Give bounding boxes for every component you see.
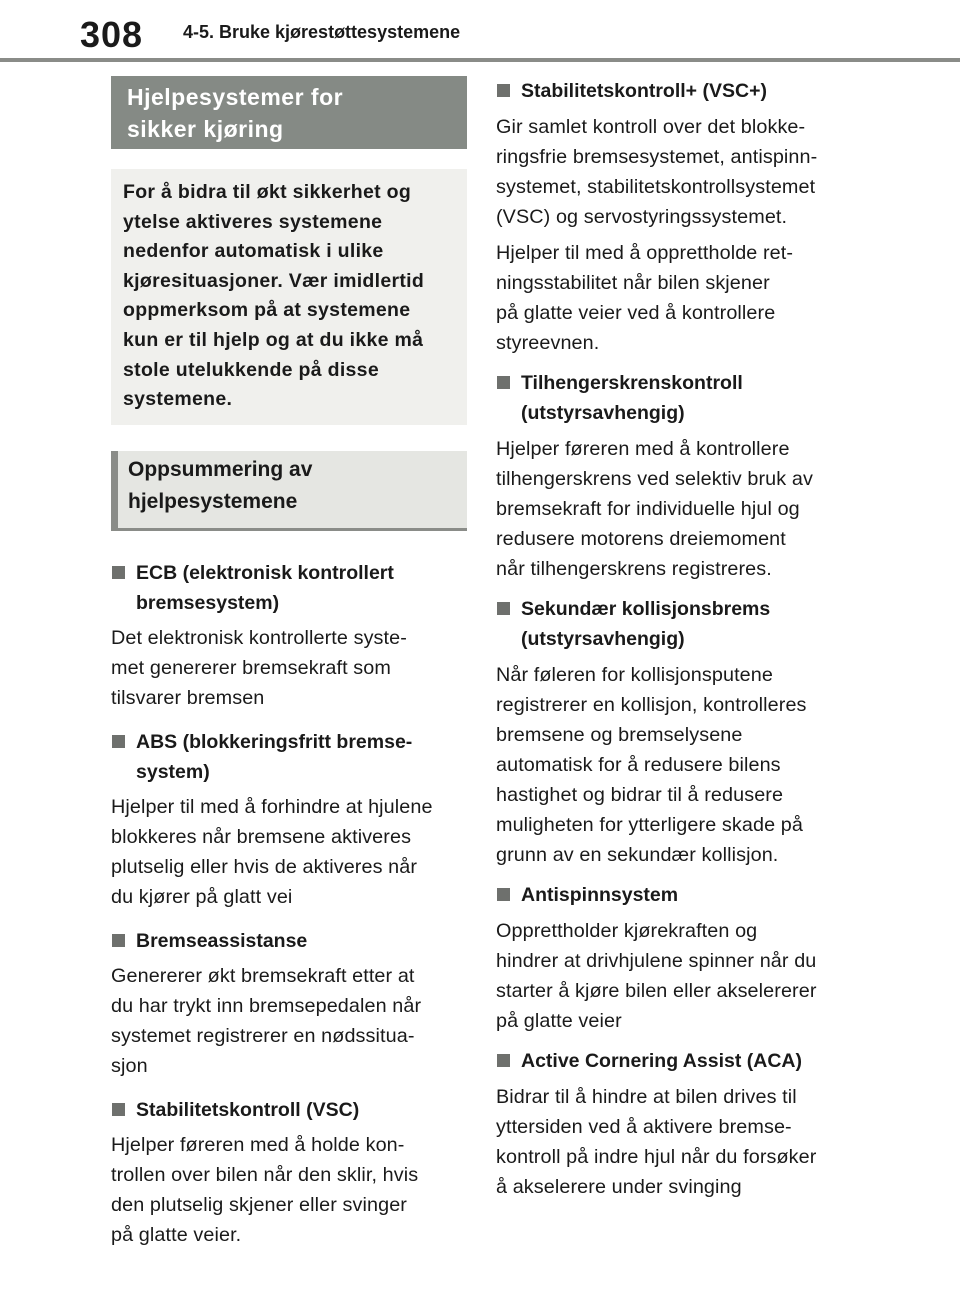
intro-line: kjøresituasjoner. Vær imidlertid [123, 269, 425, 292]
summary-subheading [111, 451, 467, 531]
body-line: redusere motorens dreiemoment [496, 528, 786, 550]
item-body [111, 961, 467, 1081]
body-line: grunn av en sekundær kollisjon. [496, 844, 779, 866]
item-secondary-collision-brake [496, 594, 846, 870]
body-line: du kjører på glatt vei [111, 885, 293, 908]
item-brake-assist [111, 926, 467, 1081]
body-line: bremsene og bremselysene [496, 724, 743, 746]
item-title-line: (utstyrsavhengig) [521, 628, 685, 650]
item-body [496, 434, 846, 584]
body-line: systemet, stabilitetskontrollsystemet [496, 176, 816, 198]
item-body-second [496, 238, 846, 358]
body-line: Hjelper føreren med å kontrollere [496, 438, 790, 460]
body-line: Genererer økt bremsekraft etter at [111, 964, 415, 987]
intro-line: For å bidra til økt sikkerhet og [123, 181, 412, 203]
item-title-line: Sekundær kollisjonsbrems [521, 598, 771, 620]
item-title [496, 76, 846, 106]
body-line: registrerer en kollisjon, kontrolleres [496, 694, 807, 716]
item-title [496, 1046, 846, 1076]
item-traction-control [496, 880, 846, 1036]
item-title-line: ECB (elektronisk kontrollert [136, 561, 394, 584]
item-trailer-sway-control [496, 368, 846, 584]
item-title [111, 727, 467, 787]
body-line: Hjelper til med å opprettholde ret- [496, 242, 794, 264]
item-title [496, 368, 846, 428]
item-title-line: Bremseassistanse [136, 929, 308, 952]
body-line: Hjelper til med å forhindre at hjulene [111, 795, 433, 818]
item-body [496, 916, 846, 1036]
banner-title-line: Hjelpesystemer for [127, 84, 344, 110]
item-abs [111, 727, 467, 912]
item-vsc-plus [496, 76, 846, 358]
intro-line: systemene. [123, 388, 233, 411]
body-line: på glatte veier [496, 1010, 622, 1032]
item-title-line: Stabilitetskontroll+ (VSC+) [521, 80, 767, 102]
body-line: bremsekraft for individuelle hjul og [496, 498, 800, 520]
body-line: å akselerere under svinging [496, 1176, 742, 1198]
item-body [496, 112, 846, 232]
body-line: den plutselig skjener eller svinger [111, 1193, 407, 1216]
intro-line: kun er til hjelp og at du ikke må [123, 328, 424, 351]
body-line: tilsvarer bremsen [111, 686, 265, 709]
square-bullet-icon [497, 376, 510, 389]
item-title-line: ABS (blokkeringsfritt bremse- [136, 730, 413, 753]
subheading-line: Oppsummering av [128, 457, 313, 481]
intro-box [111, 169, 467, 425]
body-line: Det elektronisk kontrollerte syste- [111, 626, 407, 649]
body-line: trollen over bilen når den sklir, hvis [111, 1163, 419, 1186]
body-line: Når føleren for kollisjonsputene [496, 664, 773, 686]
item-body [111, 1130, 467, 1250]
body-line: Gir samlet kontroll over det blokke- [496, 116, 806, 138]
body-line: starter å kjøre bilen eller akselererer [496, 980, 817, 1002]
item-title-line: Active Cornering Assist (ACA) [521, 1050, 802, 1072]
left-column [111, 76, 467, 1250]
item-body [496, 1082, 846, 1202]
square-bullet-icon [497, 602, 510, 615]
item-title-line: Antispinnsystem [521, 884, 679, 906]
body-line: muligheten for ytterligere skade på [496, 814, 803, 836]
body-line: du har trykt inn bremsepedalen når [111, 994, 422, 1017]
item-body [496, 660, 846, 870]
square-bullet-icon [497, 888, 510, 901]
intro-line: oppmerksom på at systemene [123, 299, 411, 322]
item-body [111, 792, 467, 912]
item-title-line: Stabilitetskontroll (VSC) [136, 1098, 360, 1121]
header-rule [0, 58, 960, 62]
item-title-line: (utstyrsavhengig) [521, 402, 685, 424]
square-bullet-icon [112, 735, 125, 748]
section-banner [111, 76, 467, 149]
page-header [0, 0, 960, 64]
item-title-line: bremsesystem) [136, 591, 280, 614]
square-bullet-icon [497, 1054, 510, 1067]
square-bullet-icon [112, 1103, 125, 1116]
intro-line: ytelse aktiveres systemene [123, 210, 383, 233]
body-line: på glatte veier ved å kontrollere [496, 302, 776, 324]
item-body [111, 623, 467, 713]
body-line: hindrer at drivhjulene spinner når du [496, 950, 817, 972]
body-line: blokkeres når bremsene aktiveres [111, 825, 412, 848]
intro-line: stole utelukkende på disse [123, 358, 379, 381]
item-title [111, 926, 467, 956]
square-bullet-icon [497, 84, 510, 97]
body-line: sjon [111, 1054, 148, 1077]
body-line: systemet registrerer en nødssitua- [111, 1024, 415, 1047]
square-bullet-icon [112, 934, 125, 947]
body-line: Bidrar til å hindre at bilen drives til [496, 1086, 797, 1108]
item-title-line: system) [136, 760, 210, 783]
body-line: ningsstabilitet når bilen skjener [496, 272, 770, 294]
item-title [496, 594, 846, 654]
item-title-line: Tilhengerskrenskontroll [521, 372, 743, 394]
square-bullet-icon [112, 566, 125, 579]
body-line: Hjelper føreren med å holde kon- [111, 1133, 405, 1156]
body-line: når tilhengerskrens registreres. [496, 558, 772, 580]
item-title [111, 1095, 467, 1125]
item-ecb [111, 558, 467, 713]
item-vsc [111, 1095, 467, 1250]
body-line: ringsfrie bremsesystemet, antispinn- [496, 146, 818, 168]
body-line: tilhengerskrens ved selektiv bruk av [496, 468, 813, 490]
body-line: på glatte veier. [111, 1223, 242, 1246]
body-line: hastighet og bidrar til å redusere [496, 784, 784, 806]
item-title [496, 880, 846, 910]
banner-title-line: sikker kjøring [127, 116, 284, 142]
body-line: (VSC) og servostyringssystemet. [496, 206, 788, 228]
body-line: met genererer bremsekraft som [111, 656, 391, 679]
body-line: plutselig eller hvis de aktiveres når [111, 855, 418, 878]
section-title: 4-5. Bruke kjørestøttesystemene [183, 22, 461, 42]
right-column [496, 76, 846, 1202]
intro-line: nedenfor automatisk i ulike [123, 240, 384, 263]
item-active-cornering-assist [496, 1046, 846, 1202]
body-line: kontroll på indre hjul når du forsøker [496, 1146, 817, 1168]
body-line: yttersiden ved å aktivere bremse- [496, 1116, 792, 1138]
body-line: Opprettholder kjørekraften og [496, 920, 758, 942]
item-title [111, 558, 467, 618]
subheading-line: hjelpesystemene [128, 489, 298, 513]
page-number: 308 [80, 14, 144, 55]
body-line: automatisk for å redusere bilens [496, 754, 781, 776]
body-line: styreevnen. [496, 332, 600, 354]
